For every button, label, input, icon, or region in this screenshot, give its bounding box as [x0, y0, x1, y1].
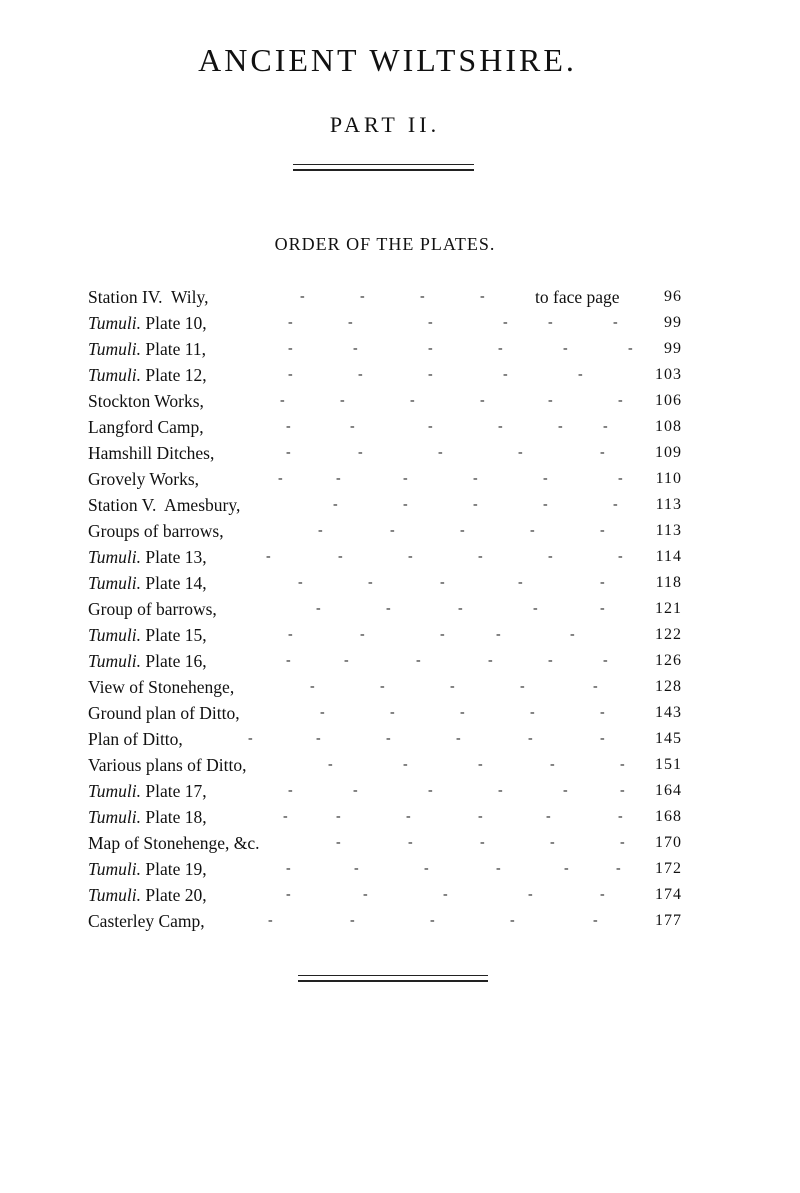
plate-entry — [88, 310, 684, 336]
plate-entry — [88, 466, 684, 492]
plate-italic-label: Tumuli. — [88, 651, 142, 671]
page-number: 106 — [655, 392, 682, 409]
leader-dash: - — [316, 601, 321, 616]
plate-name: Plan of Ditto, — [88, 729, 183, 749]
plate-name: Group of barrows, — [88, 599, 217, 619]
plate-entry — [88, 492, 684, 518]
leader-dash: - — [548, 549, 553, 564]
plate-italic-label: Tumuli. — [88, 781, 142, 801]
plate-title — [88, 804, 207, 830]
plate-entry — [88, 362, 684, 388]
plate-entry — [88, 284, 684, 310]
plate-title — [88, 388, 204, 414]
page-number: 96 — [664, 288, 682, 305]
top-rule-divider — [293, 164, 474, 171]
leader-dash: - — [336, 835, 341, 850]
plate-italic-label: Tumuli. — [88, 339, 142, 359]
plate-entry — [88, 856, 684, 882]
leader-dash: - — [350, 913, 355, 928]
plate-entry — [88, 882, 684, 908]
plate-name: Casterley Camp, — [88, 911, 205, 931]
page-number: 177 — [655, 912, 682, 929]
leader-dash: - — [600, 523, 605, 538]
leader-dash: - — [424, 861, 429, 876]
leader-dash: - — [616, 861, 621, 876]
page-number: 122 — [655, 626, 682, 643]
plate-name: Ground plan of Ditto, — [88, 703, 240, 723]
leader-dash: - — [386, 731, 391, 746]
plate-title — [88, 778, 207, 804]
page-number: 164 — [655, 782, 682, 799]
leader-dash: - — [548, 393, 553, 408]
leader-dash: - — [406, 809, 411, 824]
leader-dash: - — [286, 419, 291, 434]
page-number: 174 — [655, 886, 682, 903]
leader-dash: - — [428, 341, 433, 356]
leader-dash: - — [480, 289, 485, 304]
leader-dash: - — [416, 653, 421, 668]
leader-dash: - — [353, 783, 358, 798]
leader-dash: - — [618, 393, 623, 408]
plate-entry — [88, 414, 684, 440]
leader-dash: - — [288, 627, 293, 642]
plate-name: Plate 11, — [141, 339, 206, 359]
leader-dash: - — [578, 367, 583, 382]
plate-name: Plate 12, — [141, 365, 207, 385]
leader-dash: - — [336, 809, 341, 824]
plate-entry — [88, 544, 684, 570]
plate-title — [88, 674, 234, 700]
plate-name: Grovely Works, — [88, 469, 200, 489]
plate-name: Station IV. Wily, — [88, 287, 209, 307]
plate-name: Groups of barrows, — [88, 521, 224, 541]
plate-italic-label: Tumuli. — [88, 859, 142, 879]
page-number: 172 — [655, 860, 682, 877]
leader-dash: - — [518, 575, 523, 590]
leader-dash: - — [620, 835, 625, 850]
leader-dash: - — [280, 393, 285, 408]
plate-title — [88, 466, 199, 492]
leader-dash: - — [593, 679, 598, 694]
leader-dash: - — [503, 315, 508, 330]
plate-italic-label: Tumuli. — [88, 625, 142, 645]
leader-dash: - — [420, 289, 425, 304]
plate-title — [88, 310, 207, 336]
page-number: 170 — [655, 834, 682, 851]
leader-dash: - — [473, 471, 478, 486]
leader-dash: - — [360, 627, 365, 642]
page-number: 143 — [655, 704, 682, 721]
leader-dash: - — [450, 679, 455, 694]
leader-dash: - — [550, 835, 555, 850]
leader-dash: - — [340, 393, 345, 408]
page-number: 113 — [655, 496, 682, 513]
leader-dash: - — [496, 627, 501, 642]
leader-dash: - — [563, 341, 568, 356]
leader-dash: - — [480, 393, 485, 408]
leader-dash: - — [548, 653, 553, 668]
leader-dash: - — [603, 653, 608, 668]
leader-dash: - — [286, 653, 291, 668]
leader-dash: - — [403, 471, 408, 486]
page-note: to face page — [535, 287, 620, 307]
leader-dash: - — [338, 549, 343, 564]
leader-dash: - — [283, 809, 288, 824]
leader-dash: - — [600, 887, 605, 902]
leader-dash: - — [430, 913, 435, 928]
leader-dash: - — [564, 861, 569, 876]
plate-name: Langford Camp, — [88, 417, 204, 437]
page-number: 145 — [655, 730, 682, 747]
leader-dash: - — [478, 809, 483, 824]
leader-dash: - — [498, 419, 503, 434]
plate-entry — [88, 830, 684, 856]
page-number: 151 — [655, 756, 682, 773]
plate-name: Map of Stonehenge, &c. — [88, 833, 260, 853]
leader-dash: - — [600, 731, 605, 746]
leader-dash: - — [354, 861, 359, 876]
plate-title — [88, 596, 217, 622]
plates-list — [88, 284, 684, 934]
plate-entry — [88, 752, 684, 778]
plate-title — [88, 492, 240, 518]
leader-dash: - — [546, 809, 551, 824]
leader-dash: - — [593, 913, 598, 928]
leader-dash: - — [528, 887, 533, 902]
leader-dash: - — [443, 887, 448, 902]
plate-name: Plate 19, — [141, 859, 207, 879]
leader-dash: - — [286, 887, 291, 902]
leader-dash: - — [428, 367, 433, 382]
leader-dash: - — [333, 497, 338, 512]
plate-name: Station V. Amesbury, — [88, 495, 241, 515]
leader-dash: - — [458, 601, 463, 616]
leader-dash: - — [543, 471, 548, 486]
plate-name: Plate 17, — [141, 781, 207, 801]
plate-entry — [88, 674, 684, 700]
plate-name: Plate 10, — [141, 313, 207, 333]
leader-dash: - — [286, 445, 291, 460]
leader-dash: - — [298, 575, 303, 590]
leader-dash: - — [286, 861, 291, 876]
leader-dash: - — [530, 523, 535, 538]
plate-title — [88, 882, 207, 908]
leader-dash: - — [548, 315, 553, 330]
leader-dash: - — [358, 445, 363, 460]
leader-dash: - — [456, 731, 461, 746]
leader-dash: - — [510, 913, 515, 928]
page-number: 108 — [655, 418, 682, 435]
leader-dash: - — [390, 705, 395, 720]
leader-dash: - — [503, 367, 508, 382]
leader-dash: - — [518, 445, 523, 460]
leader-dash: - — [320, 705, 325, 720]
leader-dash: - — [353, 341, 358, 356]
leader-dash: - — [438, 445, 443, 460]
page-number: 113 — [655, 522, 682, 539]
leader-dash: - — [570, 627, 575, 642]
leader-dash: - — [310, 679, 315, 694]
bottom-rule-divider — [298, 975, 488, 982]
plate-italic-label: Tumuli. — [88, 807, 142, 827]
plate-title — [88, 908, 205, 934]
leader-dash: - — [316, 731, 321, 746]
plate-title — [88, 700, 240, 726]
plate-entry — [88, 440, 684, 466]
plate-name: Plate 16, — [141, 651, 207, 671]
page-number: 109 — [655, 444, 682, 461]
plate-italic-label: Tumuli. — [88, 885, 142, 905]
leader-dash: - — [248, 731, 253, 746]
leader-dash: - — [403, 757, 408, 772]
plate-title — [88, 622, 207, 648]
plate-name: Plate 14, — [141, 573, 207, 593]
plate-entry — [88, 778, 684, 804]
plate-title — [88, 726, 183, 752]
plate-title — [88, 856, 207, 882]
leader-dash: - — [428, 315, 433, 330]
plate-name: Plate 15, — [141, 625, 207, 645]
leader-dash: - — [603, 419, 608, 434]
leader-dash: - — [618, 549, 623, 564]
plate-name: Plate 13, — [141, 547, 207, 567]
leader-dash: - — [380, 679, 385, 694]
leader-dash: - — [300, 289, 305, 304]
plate-title — [88, 284, 209, 310]
page-number: 121 — [655, 600, 682, 617]
leader-dash: - — [600, 601, 605, 616]
plate-name: Various plans of Ditto, — [88, 755, 247, 775]
leader-dash: - — [488, 653, 493, 668]
plate-entry — [88, 908, 684, 934]
leader-dash: - — [428, 783, 433, 798]
page-number: 114 — [655, 548, 682, 565]
leader-dash: - — [350, 419, 355, 434]
leader-dash: - — [440, 575, 445, 590]
page-number: 168 — [655, 808, 682, 825]
plate-entry — [88, 726, 684, 752]
leader-dash: - — [410, 393, 415, 408]
leader-dash: - — [328, 757, 333, 772]
leader-dash: - — [288, 341, 293, 356]
leader-dash: - — [563, 783, 568, 798]
plate-name: Hamshill Ditches, — [88, 443, 215, 463]
plate-entry — [88, 700, 684, 726]
page-number: 99 — [664, 340, 682, 357]
leader-dash: - — [408, 549, 413, 564]
leader-dash: - — [278, 471, 283, 486]
plate-entry — [88, 596, 684, 622]
plate-title — [88, 830, 260, 856]
leader-dash: - — [428, 419, 433, 434]
leader-dash: - — [318, 523, 323, 538]
plate-entry — [88, 804, 684, 830]
page-number: 128 — [655, 678, 682, 695]
plate-title — [88, 518, 224, 544]
leader-dash: - — [478, 757, 483, 772]
leader-dash: - — [600, 705, 605, 720]
page-number: 99 — [664, 314, 682, 331]
plate-entry — [88, 622, 684, 648]
plate-entry — [88, 648, 684, 674]
plate-name: View of Stonehenge, — [88, 677, 235, 697]
leader-dash: - — [358, 367, 363, 382]
plate-entry — [88, 570, 684, 596]
plate-name: Stockton Works, — [88, 391, 204, 411]
plate-title — [88, 570, 207, 596]
plate-title — [88, 752, 246, 778]
plate-italic-label: Tumuli. — [88, 547, 142, 567]
leader-dash: - — [528, 731, 533, 746]
leader-dash: - — [344, 653, 349, 668]
plate-italic-label: Tumuli. — [88, 313, 142, 333]
plate-title — [88, 362, 207, 388]
leader-dash: - — [336, 471, 341, 486]
leader-dash: - — [288, 315, 293, 330]
leader-dash: - — [460, 523, 465, 538]
leader-dash: - — [600, 445, 605, 460]
leader-dash: - — [478, 549, 483, 564]
leader-dash: - — [530, 705, 535, 720]
plate-italic-label: Tumuli. — [88, 573, 142, 593]
page-number: 118 — [655, 574, 682, 591]
leader-dash: - — [613, 315, 618, 330]
plate-title — [88, 336, 206, 362]
plate-italic-label: Tumuli. — [88, 365, 142, 385]
leader-dash: - — [360, 289, 365, 304]
leader-dash: - — [403, 497, 408, 512]
leader-dash: - — [288, 367, 293, 382]
leader-dash: - — [460, 705, 465, 720]
leader-dash: - — [613, 497, 618, 512]
page-number: 110 — [655, 470, 682, 487]
leader-dash: - — [408, 835, 413, 850]
leader-dash: - — [498, 783, 503, 798]
plate-name: Plate 18, — [141, 807, 207, 827]
plate-entry — [88, 518, 684, 544]
plate-entry — [88, 336, 684, 362]
leader-dash: - — [440, 627, 445, 642]
plate-entry — [88, 388, 684, 414]
leader-dash: - — [348, 315, 353, 330]
leader-dash: - — [386, 601, 391, 616]
leader-dash: - — [363, 887, 368, 902]
leader-dash: - — [496, 861, 501, 876]
leader-dash: - — [620, 783, 625, 798]
leader-dash: - — [480, 835, 485, 850]
page-number: 126 — [655, 652, 682, 669]
page-title: ANCIENT WILTSHIRE. — [198, 42, 577, 78]
plate-title — [88, 544, 207, 570]
page-number: 103 — [655, 366, 682, 383]
leader-dash: - — [600, 575, 605, 590]
leader-dash: - — [558, 419, 563, 434]
leader-dash: - — [533, 601, 538, 616]
leader-dash: - — [268, 913, 273, 928]
section-heading: ORDER OF THE PLATES. — [274, 234, 496, 254]
plate-title — [88, 440, 214, 466]
leader-dash: - — [520, 679, 525, 694]
leader-dash: - — [543, 497, 548, 512]
leader-dash: - — [620, 757, 625, 772]
leader-dash: - — [266, 549, 271, 564]
leader-dash: - — [618, 809, 623, 824]
leader-dash: - — [628, 341, 633, 356]
plate-name: Plate 20, — [141, 885, 207, 905]
leader-dash: - — [473, 497, 478, 512]
leader-dash: - — [618, 471, 623, 486]
part-subtitle: PART II. — [329, 112, 441, 137]
leader-dash: - — [288, 783, 293, 798]
plate-title — [88, 648, 207, 674]
leader-dash: - — [498, 341, 503, 356]
leader-dash: - — [368, 575, 373, 590]
leader-dash: - — [390, 523, 395, 538]
leader-dash: - — [550, 757, 555, 772]
plate-title — [88, 414, 204, 440]
